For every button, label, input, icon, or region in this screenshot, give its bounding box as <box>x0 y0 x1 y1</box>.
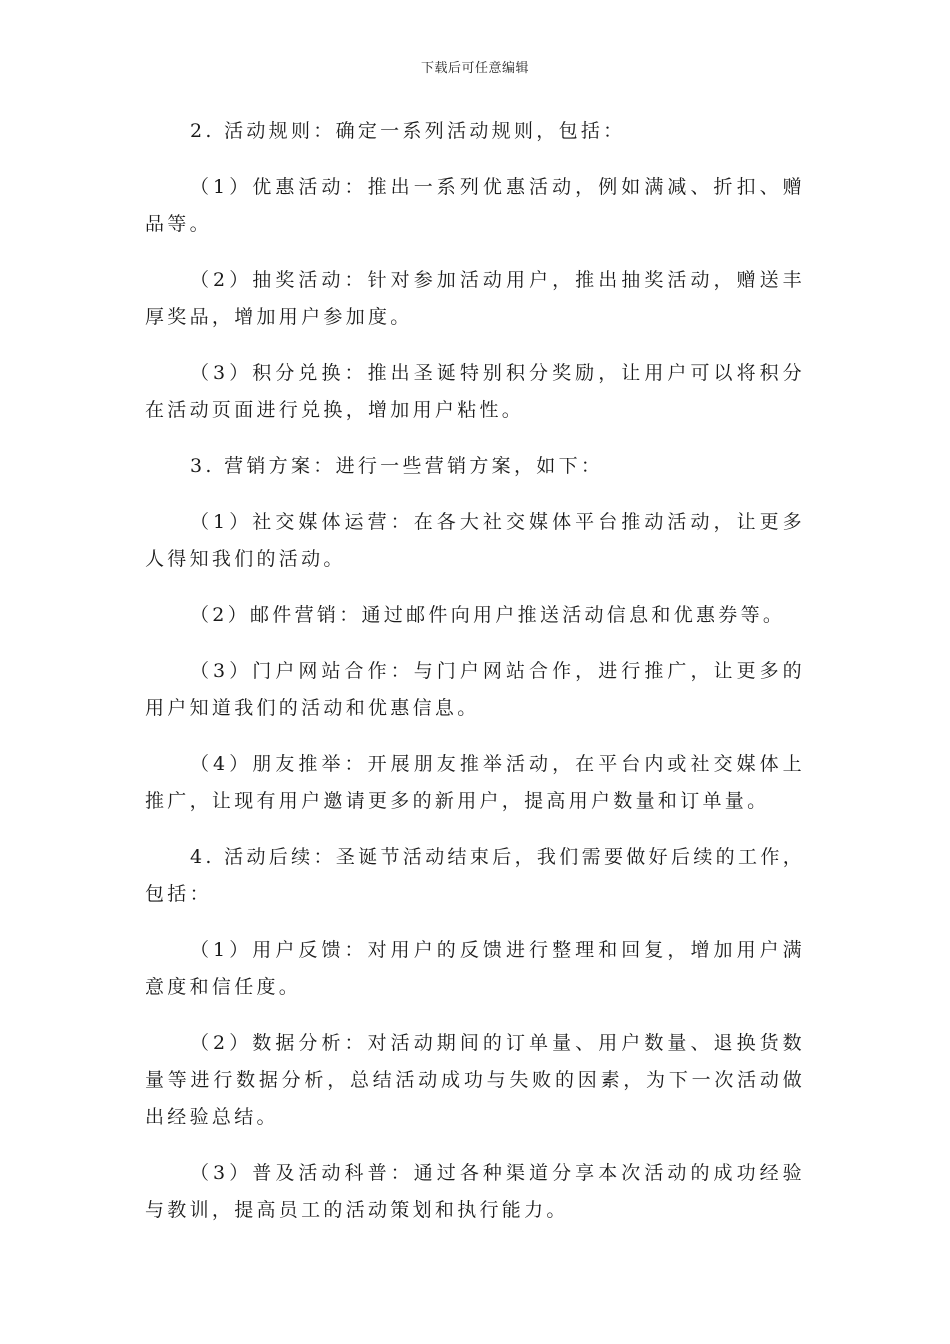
marketing-email: （2）邮件营销：通过邮件向用户推送活动信息和优惠券等。 <box>190 604 786 626</box>
section-marketing-plan: 3. 营销方案：进行一些营销方案，如下： <box>190 455 604 477</box>
rule-lottery: （2）抽奖活动：针对参加活动用户，推出抽奖活动，赠送丰厚奖品，增加用户参加度。 <box>145 269 805 328</box>
document-body <box>145 113 805 1248</box>
page-header: 下载后可任意编辑 <box>420 61 529 76</box>
marketing-referral: （4）朋友推举：开展朋友推举活动，在平台内或社交媒体上推广，让现有用户邀请更多的新用户，提高用户数量和订单量。 <box>145 753 805 812</box>
marketing-portal: （3）门户网站合作：与门户网站合作，进行推广，让更多的用户知道我们的活动和优惠信息。 <box>145 660 805 719</box>
marketing-social-media: （1）社交媒体运营：在各大社交媒体平台推动活动，让更多人得知我们的活动。 <box>145 511 805 570</box>
rule-discount: （1）优惠活动：推出一系列优惠活动，例如满减、折扣、赠品等。 <box>145 176 805 235</box>
followup-knowledge-sharing: （3）普及活动科普：通过各种渠道分享本次活动的成功经验与教训，提高员工的活动策划和执行能力。 <box>145 1162 805 1221</box>
followup-feedback: （1）用户反馈：对用户的反馈进行整理和回复，增加用户满意度和信任度。 <box>145 939 805 998</box>
rule-points: （3）积分兑换：推出圣诞特别积分奖励，让用户可以将积分在活动页面进行兑换，增加用户粘性。 <box>145 362 805 421</box>
section-activity-rules: 2. 活动规则：确定一系列活动规则，包括： <box>190 120 626 142</box>
section-follow-up: 4. 活动后续：圣诞节活动结束后，我们需要做好后续的工作，包括： <box>145 846 805 905</box>
followup-data-analysis: （2）数据分析：对活动期间的订单量、用户数量、退换货数量等进行数据分析，总结活动成功与失败的因素，为下一次活动做出经验总结。 <box>145 1032 805 1128</box>
